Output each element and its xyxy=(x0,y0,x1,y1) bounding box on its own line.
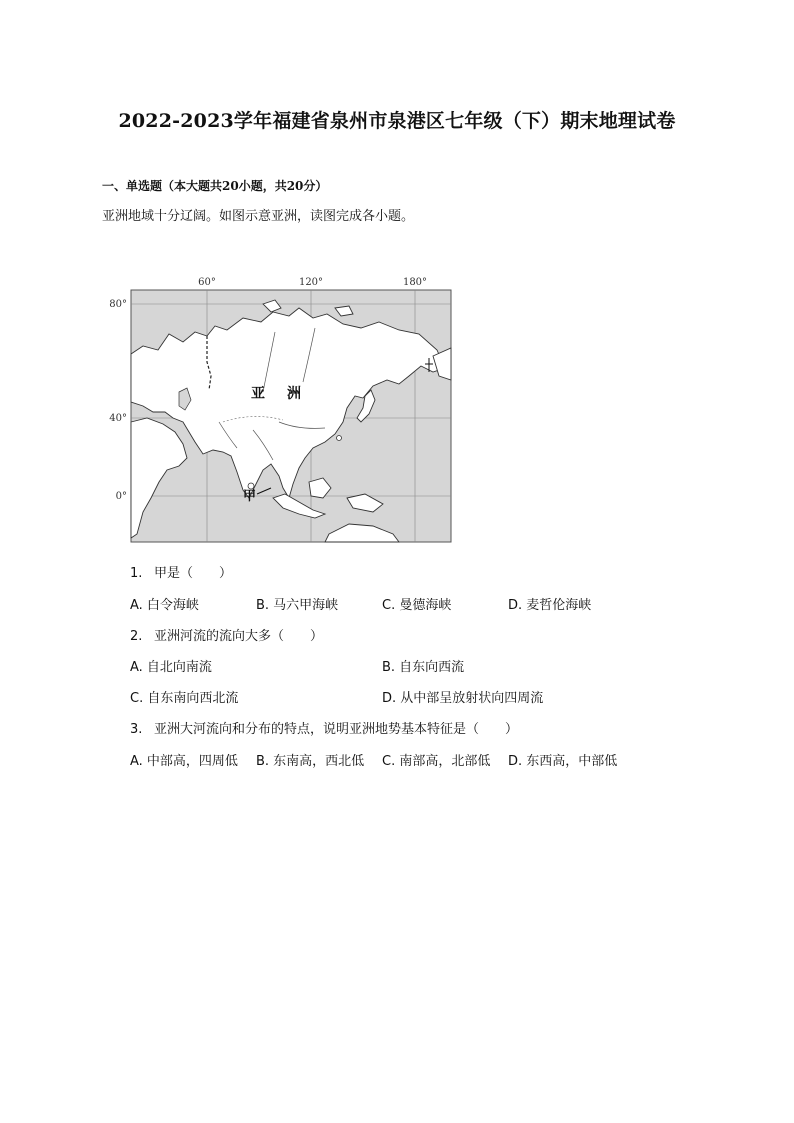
q3-option-c[interactable]: C. 南部高，北部低 xyxy=(382,754,491,769)
question-2-number: 2. xyxy=(130,629,143,644)
q3-option-a[interactable]: A. 中部高，四周低 xyxy=(130,754,238,769)
q2-option-c[interactable]: C. 自东南向西北流 xyxy=(130,691,239,706)
q3-option-b[interactable]: B. 东南高，西北低 xyxy=(256,754,365,769)
lon-label-180: 180° xyxy=(402,277,428,288)
asia-map-svg xyxy=(103,272,455,544)
lat-label-80: 80° xyxy=(109,299,127,310)
q1-option-b[interactable]: B. 马六甲海峡 xyxy=(256,598,339,613)
question-3 xyxy=(130,718,518,737)
lon-label-60: 60° xyxy=(198,277,216,288)
asia-map-figure xyxy=(103,272,455,544)
question-2-stem: 亚洲河流的流向大多（ ） xyxy=(154,629,324,644)
taiwan-land xyxy=(337,436,342,441)
question-1-number: 1. xyxy=(130,566,143,581)
question-2 xyxy=(130,625,323,644)
q1-option-c[interactable]: C. 曼德海峡 xyxy=(382,598,452,613)
lon-label-120: 120° xyxy=(298,277,324,288)
question-3-stem: 亚洲大河流向和分布的特点，说明亚洲地势基本特征是（ ） xyxy=(154,722,519,737)
q1-option-a[interactable]: A. 白令海峡 xyxy=(130,598,199,613)
exam-title: 2022-2023学年福建省泉州市泉港区七年级（下）期末地理试卷 xyxy=(118,110,676,132)
q2-option-a[interactable]: A. 自北向南流 xyxy=(130,660,212,675)
q2-option-d[interactable]: D. 从中部呈放射状向四周流 xyxy=(382,691,544,706)
q2-option-b[interactable]: B. 自东向西流 xyxy=(382,660,465,675)
lat-label-0: 0° xyxy=(115,491,127,502)
asia-label-2: 洲 xyxy=(287,386,301,402)
point-jia-label: 甲 xyxy=(243,489,257,504)
asia-label-1: 亚 xyxy=(251,386,265,402)
question-1 xyxy=(130,562,232,581)
question-3-number: 3. xyxy=(130,722,143,737)
section-heading: 一、单选题（本大题共20小题，共20分） xyxy=(102,179,328,193)
q1-option-d[interactable]: D. 麦哲伦海峡 xyxy=(508,598,592,613)
lat-label-40: 40° xyxy=(109,413,127,424)
question-1-stem: 甲是（ ） xyxy=(154,566,233,581)
q3-option-d[interactable]: D. 东西高，中部低 xyxy=(508,754,618,769)
question-intro: 亚洲地域十分辽阔。如图示意亚洲，读图完成各小题。 xyxy=(102,209,415,224)
